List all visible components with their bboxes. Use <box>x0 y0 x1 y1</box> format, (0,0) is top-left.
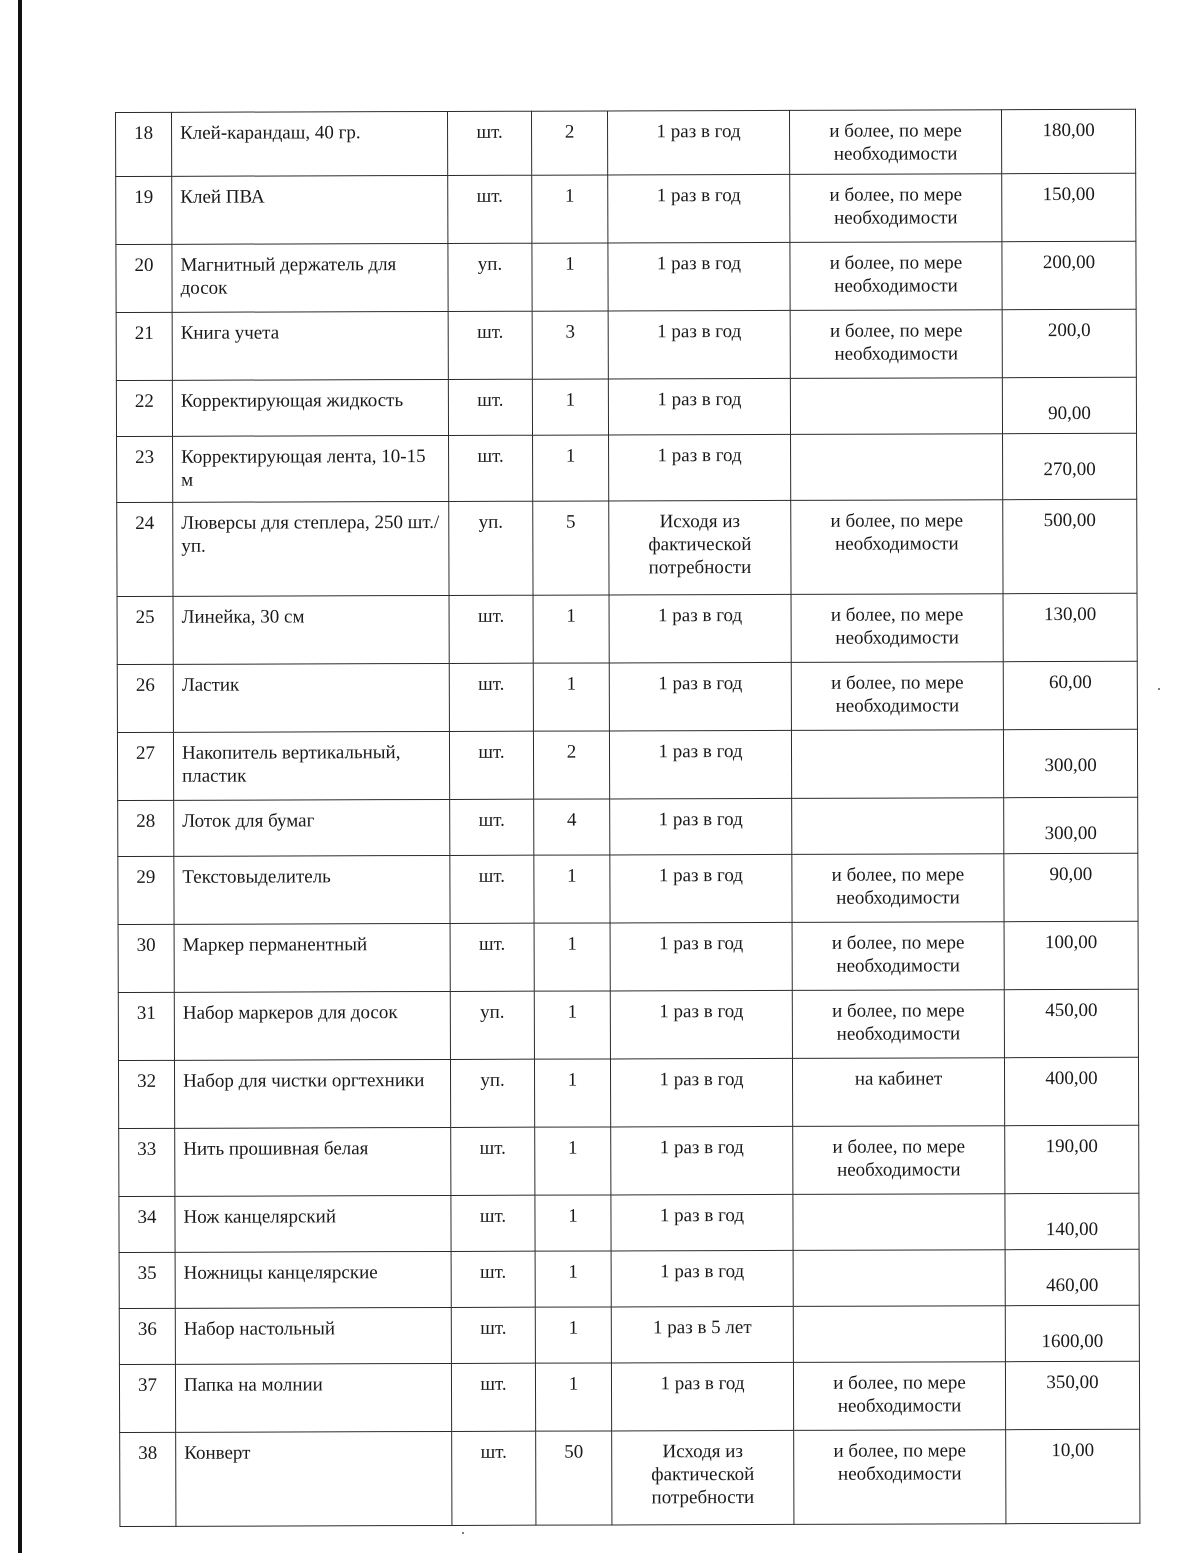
note-cell: и более, по мере необходимости <box>789 110 1001 175</box>
unit-cell: шт. <box>449 595 533 663</box>
frequency-cell: 1 раз в год <box>611 1194 793 1251</box>
frequency-cell: 1 раз в год <box>608 174 790 243</box>
scan-speck <box>1158 688 1160 690</box>
row-number: 22 <box>116 380 172 436</box>
price-cell: 180,00 <box>1001 109 1135 173</box>
note-cell <box>791 434 1003 501</box>
row-number: 34 <box>119 1196 175 1252</box>
unit-cell: шт. <box>451 1363 535 1431</box>
unit-cell: шт. <box>451 1127 535 1195</box>
table-row <box>118 797 1138 856</box>
table-row <box>116 377 1136 436</box>
item-name: Конверт <box>176 1431 452 1526</box>
quantity-cell: 1 <box>533 663 609 731</box>
price-cell: 300,00 <box>1004 797 1138 853</box>
price-cell: 270,00 <box>1003 433 1137 499</box>
frequency-cell: 1 раз в 5 лет <box>611 1306 793 1363</box>
price-cell: 140,00 <box>1005 1193 1139 1249</box>
frequency-cell: 1 раз в год <box>610 854 792 923</box>
row-number: 28 <box>118 800 174 856</box>
quantity-cell: 1 <box>532 243 608 311</box>
table-row <box>117 499 1137 596</box>
frequency-cell: 1 раз в год <box>611 1250 793 1307</box>
table-row <box>118 989 1138 1060</box>
note-cell <box>793 1306 1005 1363</box>
price-cell: 450,00 <box>1004 989 1138 1057</box>
row-number: 31 <box>118 992 174 1060</box>
table-row <box>118 853 1138 924</box>
quantity-cell: 1 <box>533 435 609 501</box>
row-number: 29 <box>118 856 174 924</box>
item-name: Линейка, 30 см <box>173 595 449 664</box>
table-row <box>118 921 1138 992</box>
table-row <box>119 1193 1139 1252</box>
item-name: Маркер перманентный <box>174 923 450 992</box>
note-cell <box>792 798 1004 855</box>
frequency-cell: 1 раз в год <box>610 922 792 991</box>
unit-cell: шт. <box>448 175 532 243</box>
price-cell: 1600,00 <box>1005 1305 1139 1361</box>
unit-cell: шт. <box>450 855 534 923</box>
note-cell <box>793 1194 1005 1251</box>
frequency-cell: 1 раз в год <box>609 594 791 663</box>
item-name: Клей-карандаш, 40 гр. <box>172 111 448 176</box>
note-cell: и более, по мере необходимости <box>790 174 1002 243</box>
row-number: 20 <box>116 244 172 312</box>
document-page <box>115 109 1159 1527</box>
row-number: 33 <box>119 1128 175 1196</box>
frequency-cell: 1 раз в год <box>609 434 791 501</box>
quantity-cell: 3 <box>532 311 608 379</box>
quantity-cell: 1 <box>532 379 608 435</box>
unit-cell: шт. <box>451 1307 535 1363</box>
item-name: Текстовыделитель <box>174 855 450 924</box>
quantity-cell: 1 <box>535 1307 611 1363</box>
table-row <box>117 433 1137 502</box>
quantity-cell: 1 <box>535 1363 611 1431</box>
quantity-cell: 1 <box>535 1127 611 1195</box>
table-row <box>119 1305 1139 1364</box>
quantity-cell: 2 <box>533 731 609 799</box>
frequency-cell: 1 раз в год <box>610 798 792 855</box>
note-cell: и более, по мере необходимости <box>793 1362 1005 1431</box>
supplies-table <box>115 109 1140 1527</box>
unit-cell: шт. <box>447 111 531 175</box>
unit-cell: шт. <box>448 311 532 379</box>
table-row <box>117 593 1137 664</box>
scan-edge-border <box>18 0 22 1553</box>
frequency-cell: 1 раз в год <box>610 990 792 1059</box>
note-cell: и более, по мере необходимости <box>791 662 1003 731</box>
quantity-cell: 1 <box>534 1059 610 1127</box>
row-number: 18 <box>116 112 172 176</box>
unit-cell: уп. <box>448 243 532 311</box>
note-cell: на кабинет <box>792 1058 1004 1127</box>
table-row <box>117 729 1137 800</box>
row-number: 27 <box>117 732 173 800</box>
unit-cell: шт. <box>450 799 534 855</box>
row-number: 38 <box>120 1432 176 1526</box>
price-cell: 90,00 <box>1002 377 1136 433</box>
row-number: 32 <box>118 1060 174 1128</box>
unit-cell: шт. <box>452 1431 536 1525</box>
price-cell: 190,00 <box>1005 1125 1139 1193</box>
frequency-cell: Исходя из фактической потребности <box>609 500 791 595</box>
quantity-cell: 1 <box>534 855 610 923</box>
item-name: Ластик <box>173 663 449 732</box>
price-cell: 400,00 <box>1004 1057 1138 1125</box>
unit-cell: шт. <box>451 1195 535 1251</box>
unit-cell: уп. <box>450 1059 534 1127</box>
table-row <box>120 1429 1140 1526</box>
item-name: Папка на молнии <box>175 1363 451 1432</box>
note-cell: и более, по мере необходимости <box>791 594 1003 663</box>
row-number: 36 <box>119 1308 175 1364</box>
unit-cell: шт. <box>451 1251 535 1307</box>
price-cell: 150,00 <box>1002 173 1136 241</box>
item-name: Нить прошивная белая <box>175 1127 451 1196</box>
scan-speck <box>462 1532 464 1534</box>
frequency-cell: 1 раз в год <box>608 378 790 435</box>
table-row <box>119 1361 1139 1432</box>
item-name: Нож канцелярский <box>175 1195 451 1252</box>
item-name: Клей ПВА <box>172 175 448 244</box>
quantity-cell: 5 <box>533 501 609 595</box>
item-name: Ножницы канцелярские <box>175 1251 451 1308</box>
price-cell: 130,00 <box>1003 593 1137 661</box>
row-number: 25 <box>117 596 173 664</box>
unit-cell: шт. <box>449 731 533 799</box>
row-number: 37 <box>119 1364 175 1432</box>
frequency-cell: 1 раз в год <box>609 662 791 731</box>
row-number: 23 <box>117 436 173 502</box>
price-cell: 300,00 <box>1003 729 1137 797</box>
table-row <box>116 241 1136 312</box>
table-row <box>119 1249 1139 1308</box>
price-cell: 200,00 <box>1002 241 1136 309</box>
frequency-cell: 1 раз в год <box>608 310 790 379</box>
row-number: 35 <box>119 1252 175 1308</box>
note-cell: и более, по мере необходимости <box>792 922 1004 991</box>
item-name: Люверсы для степлера, 250 шт./уп. <box>173 501 449 596</box>
note-cell <box>790 378 1002 435</box>
price-cell: 60,00 <box>1003 661 1137 729</box>
frequency-cell: 1 раз в год <box>608 242 790 311</box>
row-number: 30 <box>118 924 174 992</box>
note-cell <box>791 730 1003 799</box>
item-name: Лоток для бумаг <box>174 799 450 856</box>
unit-cell: уп. <box>449 501 533 595</box>
row-number: 26 <box>117 664 173 732</box>
table-row <box>118 1057 1138 1128</box>
note-cell: и более, по мере необходимости <box>792 854 1004 923</box>
item-name: Набор маркеров для досок <box>174 991 450 1060</box>
table-row <box>119 1125 1139 1196</box>
table-row <box>117 661 1137 732</box>
quantity-cell: 1 <box>532 175 608 243</box>
note-cell: и более, по мере необходимости <box>790 242 1002 311</box>
frequency-cell: 1 раз в год <box>611 1362 793 1431</box>
note-cell <box>793 1250 1005 1307</box>
price-cell: 90,00 <box>1004 853 1138 921</box>
price-cell: 10,00 <box>1006 1429 1140 1523</box>
item-name: Корректирующая жидкость <box>172 379 448 436</box>
table-body <box>116 109 1140 1526</box>
unit-cell: шт. <box>448 379 532 435</box>
row-number: 21 <box>116 312 172 380</box>
unit-cell: шт. <box>449 663 533 731</box>
note-cell: и более, по мере необходимости <box>792 990 1004 1059</box>
item-name: Корректирующая лента, 10-15 м <box>173 435 449 502</box>
item-name: Набор для чистки оргтехники <box>174 1059 450 1128</box>
frequency-cell: 1 раз в год <box>607 110 789 175</box>
table-row <box>116 173 1136 244</box>
row-number: 19 <box>116 176 172 244</box>
table-row <box>116 109 1136 176</box>
price-cell: 460,00 <box>1005 1249 1139 1305</box>
item-name: Накопитель вертикальный, пластик <box>173 731 449 800</box>
quantity-cell: 4 <box>534 799 610 855</box>
quantity-cell: 1 <box>535 1251 611 1307</box>
unit-cell: уп. <box>450 991 534 1059</box>
note-cell: и более, по мере необходимости <box>794 1430 1006 1525</box>
price-cell: 350,00 <box>1005 1361 1139 1429</box>
frequency-cell: 1 раз в год <box>611 1126 793 1195</box>
frequency-cell: Исходя из фактической потребности <box>612 1430 794 1525</box>
quantity-cell: 2 <box>531 111 607 175</box>
quantity-cell: 1 <box>534 923 610 991</box>
note-cell: и более, по мере необходимости <box>791 500 1003 595</box>
table-row <box>116 309 1136 380</box>
quantity-cell: 1 <box>533 595 609 663</box>
quantity-cell: 1 <box>535 1195 611 1251</box>
price-cell: 200,0 <box>1002 309 1136 377</box>
price-cell: 500,00 <box>1003 499 1137 593</box>
item-name: Магнитный держатель для досок <box>172 243 448 312</box>
note-cell: и более, по мере необходимости <box>793 1126 1005 1195</box>
frequency-cell: 1 раз в год <box>610 1058 792 1127</box>
note-cell: и более, по мере необходимости <box>790 310 1002 379</box>
frequency-cell: 1 раз в год <box>609 730 791 799</box>
item-name: Книга учета <box>172 311 448 380</box>
unit-cell: шт. <box>450 923 534 991</box>
row-number: 24 <box>117 502 173 596</box>
item-name: Набор настольный <box>175 1307 451 1364</box>
unit-cell: шт. <box>449 435 533 501</box>
quantity-cell: 1 <box>534 991 610 1059</box>
price-cell: 100,00 <box>1004 921 1138 989</box>
quantity-cell: 50 <box>536 1431 612 1525</box>
